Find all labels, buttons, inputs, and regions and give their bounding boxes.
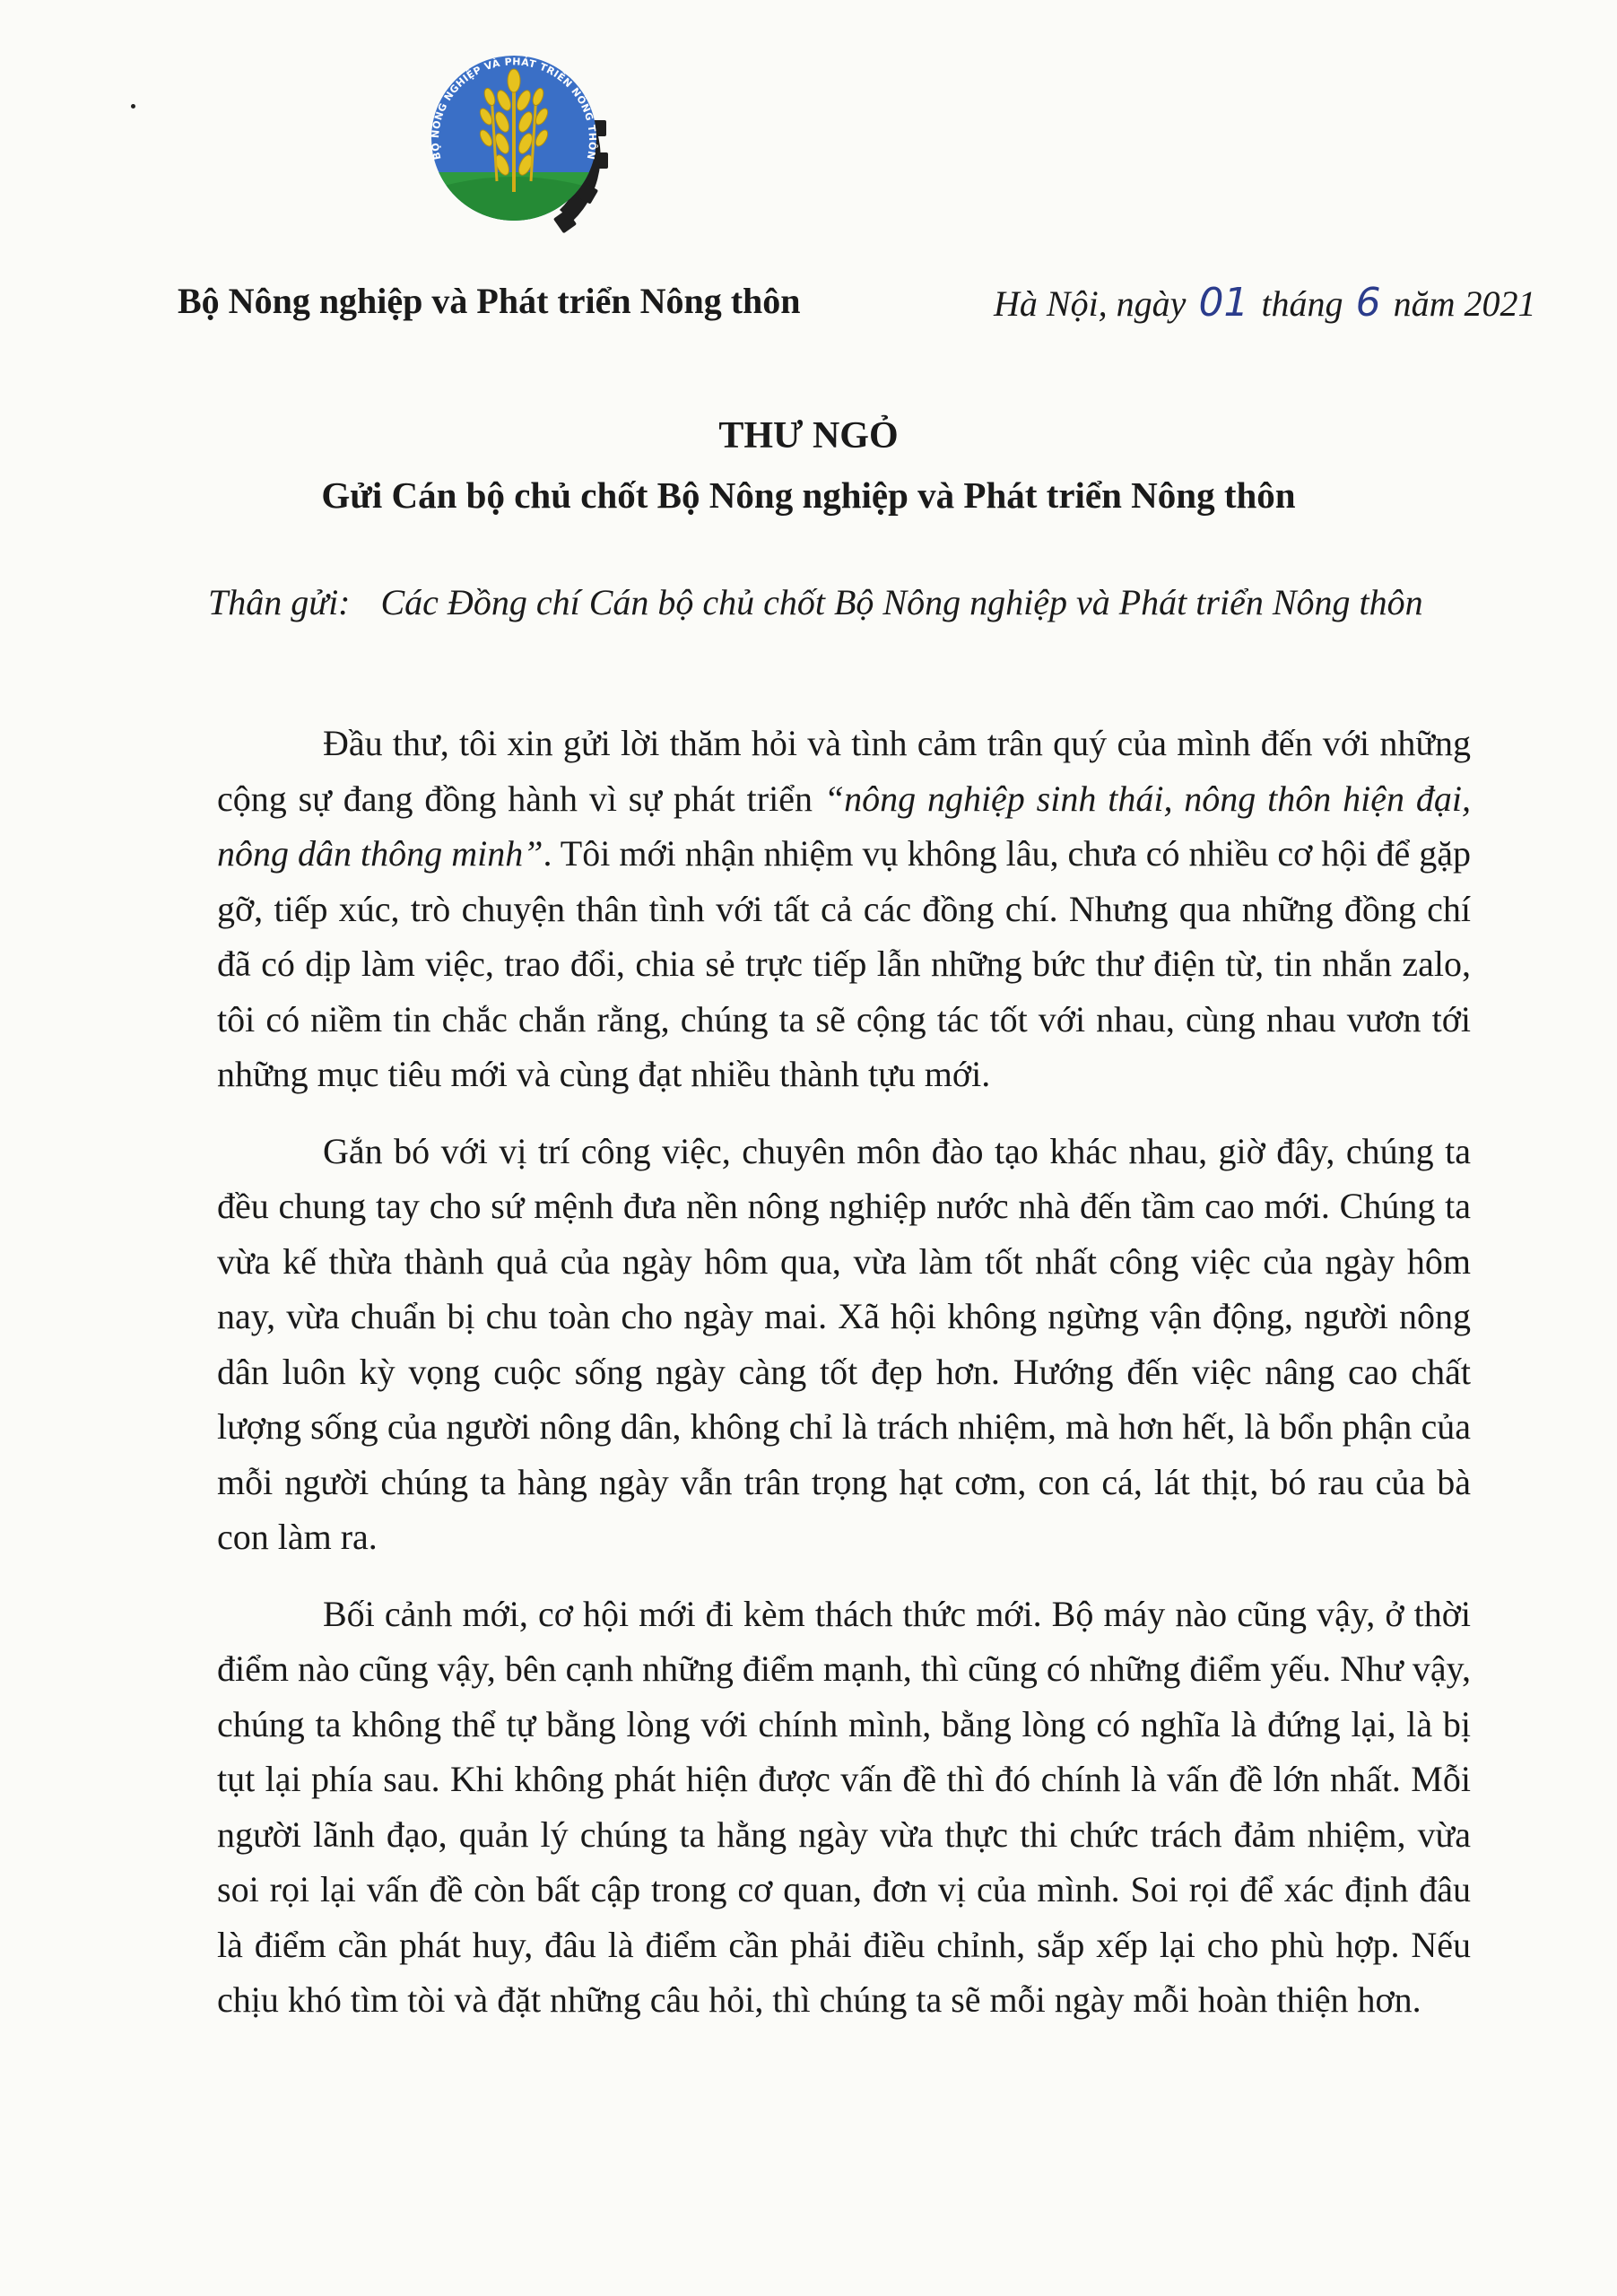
letter-title: THƯ NGỎ [718, 415, 899, 457]
letter-subtitle: Gửi Cán bộ chủ chốt Bộ Nông nghiệp và Phát triển Nông thôn [321, 474, 1296, 516]
salutation-label: Thân gửi: [208, 582, 351, 622]
body-paragraph-1 [217, 716, 1471, 1102]
salutation [208, 581, 1423, 623]
paragraph-text: . Tôi mới nhận nhiệm vụ không lâu, chưa có nhiều cơ hội để gặp gỡ, tiếp xúc, trò chuyện thân tình với tất cả các đồng chí. Nhưng qua những đồng chí đã có dịp làm việc, trao đổi, chia sẻ trực tiếp lẫn những bức thư điện từ, tin nhắn zalo, tôi có niềm tin chắc chắn rằng, chúng ta sẽ cộng tác tốt với nhau, cùng nhau vươn tới những mục tiêu mới và cùng đạt nhiều thành tựu mới. [217, 833, 1472, 1094]
handwritten-month: 6 [1355, 280, 1381, 326]
paragraph-text: Đầu thư, tôi xin gửi lời thăm hỏi và tình cảm trân quý của mình đến với những cộng sự đang đồng hành vì sự phát triển [217, 723, 1471, 819]
issuing-organization: Bộ Nông nghiệp và Phát triển Nông thôn [178, 281, 801, 321]
body-paragraph-2: Gắn bó với vị trí công việc, chuyên môn đào tạo khác nhau, giờ đây, chúng ta đều chung tay cho sứ mệnh đưa nền nông nghiệp nước nhà đến tầm cao mới. Chúng ta vừa kế thừa thành quả của ngày hôm qua, vừa làm tốt nhất công việc của ngày hôm nay, vừa chuẩn bị chu toàn cho ngày mai. Xã hội không ngừng vận động, người nông dân luôn kỳ vọng cuộc sống ngày càng tốt đẹp hơn. Hướng đến việc nâng cao chất lượng sống của người nông dân, không chỉ là trách nhiệm, mà hơn hết, là bổn phận của mỗi người chúng ta hàng ngày vẫn trân trọng hạt cơm, con cá, lát thịt, bó rau của bà con làm ra. [217, 1130, 1471, 1557]
date-year: năm 2021 [1393, 283, 1536, 324]
scan-speck [131, 104, 135, 109]
letter-body [217, 716, 1471, 2049]
salutation-recipients: Các Đồng chí Cán bộ chủ chốt Bộ Nông nghiệp và Phát triển Nông thôn [380, 582, 1423, 622]
date-month-label: tháng [1261, 283, 1343, 324]
document-date [994, 280, 1535, 326]
ministry-seal-icon [402, 38, 635, 253]
body-paragraph-3: Bối cảnh mới, cơ hội mới đi kèm thách thức mới. Bộ máy nào cũng vậy, ở thời điểm nào cũng vậy, bên cạnh những điểm mạnh, thì cũng có những điểm yếu. Như vậy, chúng ta không thể tự bằng lòng với chính mình, bằng lòng có nghĩa là đứng lại, là bị tụt lại phía sau. Khi không phát hiện được vấn đề thì đó chính là vấn đề lớn nhất. Mỗi người lãnh đạo, quản lý chúng ta hằng ngày vừa thực thi chức trách đảm nhiệm, vừa soi rọi lại vấn đề còn bất cập trong cơ quan, đơn vị của mình. Soi rọi để xác định đâu là điểm cần phát huy, đâu là điểm cần phải điều chỉnh, sắp xếp lại cho phù hợp. Nếu chịu khó tìm tòi và đặt những câu hỏi, thì chúng ta sẽ mỗi ngày mỗi hoàn thiện hơn. [217, 1593, 1471, 2020]
quoted-slogan: “nông nghiệp sinh thái, nông thôn hiện đại, nông dân thông minh” [217, 778, 1471, 874]
handwritten-day: 01 [1198, 280, 1249, 326]
date-prefix: Hà Nội, ngày [994, 283, 1187, 324]
svg-text:BỘ NÔNG NGHIỆP VÀ PHÁT TRIỂN N: BỘ NÔNG NGHIỆP VÀ PHÁT TRIỂN NÔNG THÔN [429, 56, 599, 161]
